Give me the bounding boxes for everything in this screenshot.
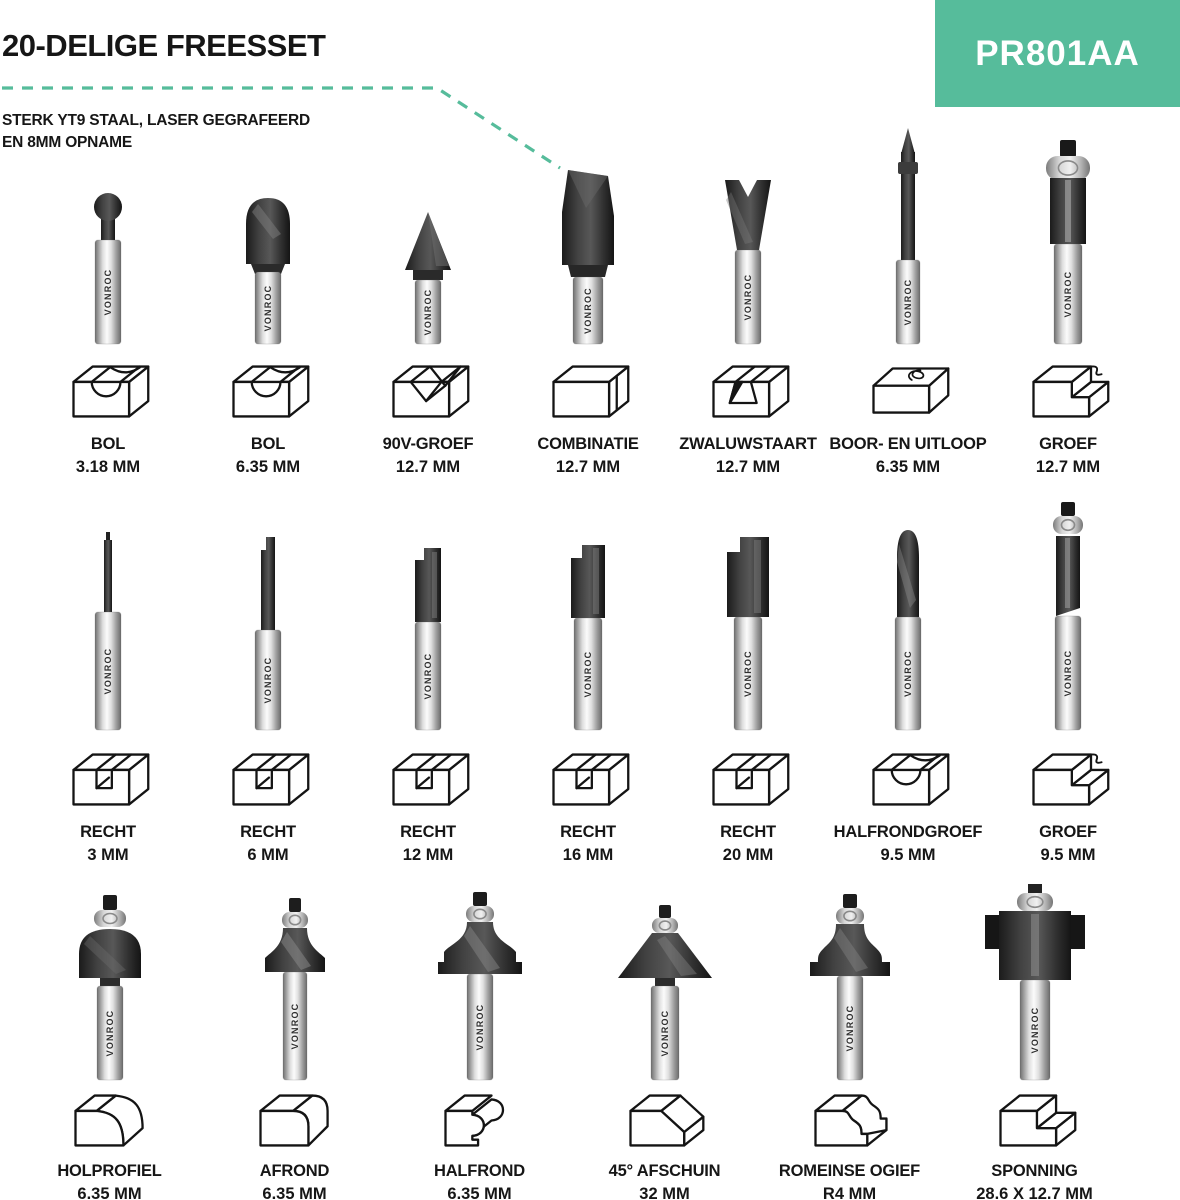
svg-text:VONROC: VONROC (583, 650, 593, 698)
bit-row-2 (28, 500, 1106, 865)
bit-cell (188, 112, 348, 477)
bit-name: HALFROND (434, 1162, 525, 1180)
svg-text:VONROC: VONROC (743, 650, 753, 697)
bit-name: BOL (250, 435, 286, 453)
bit-name: RECHT (400, 823, 456, 841)
svg-text:VONROC: VONROC (263, 656, 273, 704)
bit-cell (828, 112, 988, 477)
bit-cell (757, 884, 942, 1200)
subtitle-line-2: EN 8MM OPNAME (2, 134, 133, 151)
svg-text:VONROC: VONROC (474, 1003, 485, 1051)
bit-cell (572, 884, 757, 1200)
router-bit-image (508, 112, 668, 347)
bit-name: RECHT (560, 823, 616, 841)
bit-size: 12.7 MM (715, 458, 781, 476)
ogee-edge-icon (802, 1086, 898, 1155)
svg-text:VONROC: VONROC (289, 1002, 300, 1050)
bit-row-3 (17, 884, 1127, 1200)
bit-size: 32 MM (639, 1185, 690, 1200)
svg-text:VONROC: VONROC (423, 288, 433, 336)
bit-cell (828, 500, 988, 865)
bit-cell (988, 500, 1148, 865)
bit-size: 12.7 MM (1035, 458, 1101, 476)
svg-text:VONROC: VONROC (583, 287, 593, 334)
bit-size: 6 MM (247, 846, 289, 864)
svg-text:VONROC: VONROC (103, 268, 113, 316)
router-bit-image (28, 500, 188, 735)
svg-text:VONROC: VONROC (903, 278, 913, 326)
rabbet-step-icon (987, 1086, 1083, 1155)
square-groove-icon (60, 745, 156, 814)
edge-lip-icon (1020, 745, 1116, 814)
router-bit-image (348, 112, 508, 347)
model-badge: PR801AA (935, 0, 1180, 107)
bit-name: GROEF (1039, 823, 1097, 841)
square-groove-icon (700, 745, 796, 814)
bit-size: 16 MM (562, 846, 614, 864)
router-bit-image (988, 112, 1148, 347)
bit-size: 6.35 MM (875, 458, 941, 476)
bit-cell (668, 500, 828, 865)
bit-size: 9.5 MM (1040, 846, 1096, 864)
router-bit-image (30, 884, 190, 1082)
bit-cell (508, 112, 668, 477)
router-bit-image (585, 884, 745, 1082)
bit-size: 20 MM (722, 846, 774, 864)
bit-name: HOLPROFIEL (57, 1162, 162, 1180)
bit-size: 28.6 X 12.7 MM (976, 1185, 1093, 1200)
cove-edge-icon (62, 1086, 158, 1155)
router-bit-image (668, 500, 828, 735)
svg-text:VONROC: VONROC (1029, 1006, 1040, 1054)
bit-name: RECHT (80, 823, 136, 841)
bit-cell (188, 500, 348, 865)
bit-cell (348, 112, 508, 477)
bit-name: RECHT (720, 823, 776, 841)
bit-cell (668, 112, 828, 477)
router-bit-image (188, 500, 348, 735)
router-bit-image (28, 112, 188, 347)
router-bit-image (400, 884, 560, 1082)
svg-text:VONROC: VONROC (423, 652, 433, 700)
bit-name: SPONNING (991, 1162, 1078, 1180)
round-groove-icon (860, 745, 956, 814)
svg-text:VONROC: VONROC (659, 1009, 670, 1057)
router-bit-image (770, 884, 930, 1082)
svg-text:VONROC: VONROC (1063, 270, 1073, 318)
bit-size: 9.5 MM (880, 846, 936, 864)
bit-size: 6.35 MM (262, 1185, 327, 1200)
bit-cell (28, 500, 188, 865)
bit-cell (17, 884, 202, 1200)
page-title: 20-DELIGE FREESSET (2, 28, 326, 63)
square-groove-icon (540, 745, 636, 814)
bit-size: 12.7 MM (395, 458, 461, 476)
svg-text:VONROC: VONROC (903, 650, 913, 697)
v-groove-icon (380, 357, 476, 426)
chamfer-edge-icon (617, 1086, 713, 1155)
svg-text:VONROC: VONROC (1063, 649, 1073, 697)
router-bit-image (348, 500, 508, 735)
router-bit-image (988, 500, 1148, 735)
bit-size: R4 MM (822, 1185, 877, 1200)
bit-size: 12.7 MM (555, 458, 621, 476)
bit-name: 90V-GROEF (382, 435, 474, 453)
bit-cell (508, 500, 668, 865)
bit-cell (988, 112, 1148, 477)
bit-name: BOL (90, 435, 126, 453)
bit-name: 45° AFSCHUIN (608, 1162, 721, 1180)
bit-name: BOOR- EN UITLOOP (829, 435, 987, 453)
bit-size: 3.18 MM (75, 458, 141, 476)
svg-text:VONROC: VONROC (263, 284, 273, 332)
router-bit-image (188, 112, 348, 347)
square-groove-icon (220, 745, 316, 814)
engraved-s-icon (860, 357, 956, 426)
router-bit-image (828, 500, 988, 735)
bit-cell (387, 884, 572, 1200)
round-groove-icon (60, 357, 156, 426)
bit-name: ZWALUWSTAART (679, 435, 817, 453)
bit-cell (202, 884, 387, 1200)
bit-name: AFROND (259, 1162, 330, 1180)
dovetail-groove-icon (700, 357, 796, 426)
square-groove-icon (380, 745, 476, 814)
bit-size: 6.35 MM (235, 458, 301, 476)
roundover-edge-icon (247, 1086, 343, 1155)
subtitle-line-1: STERK YT9 STAAL, LASER GEGRAFEERD (2, 112, 311, 129)
router-bit-image (955, 884, 1115, 1082)
svg-text:VONROC: VONROC (104, 1009, 115, 1057)
router-bit-image (508, 500, 668, 735)
bead-edge-icon (432, 1086, 528, 1155)
bit-name: RECHT (240, 823, 296, 841)
bit-name: COMBINATIE (537, 435, 639, 453)
bit-cell (942, 884, 1127, 1200)
router-bit-image (668, 112, 828, 347)
router-bit-image (215, 884, 375, 1082)
bit-name: GROEF (1039, 435, 1097, 453)
svg-text:VONROC: VONROC (844, 1004, 855, 1052)
bit-cell (28, 112, 188, 477)
bevel-block-icon (540, 357, 636, 426)
bit-name: ROMEINSE OGIEF (778, 1162, 921, 1180)
bit-size: 3 MM (87, 846, 129, 864)
bit-size: 12 MM (402, 846, 454, 864)
edge-lip-icon (1020, 357, 1116, 426)
svg-text:VONROC: VONROC (103, 647, 113, 695)
bit-name: HALFRONDGROEF (833, 823, 983, 841)
bit-size: 6.35 MM (447, 1185, 512, 1200)
bit-cell (348, 500, 508, 865)
bit-size: 6.35 MM (77, 1185, 142, 1200)
router-bit-image (828, 112, 988, 347)
bit-row-1 (28, 112, 1106, 477)
round-groove-icon (220, 357, 316, 426)
svg-text:VONROC: VONROC (743, 273, 753, 321)
